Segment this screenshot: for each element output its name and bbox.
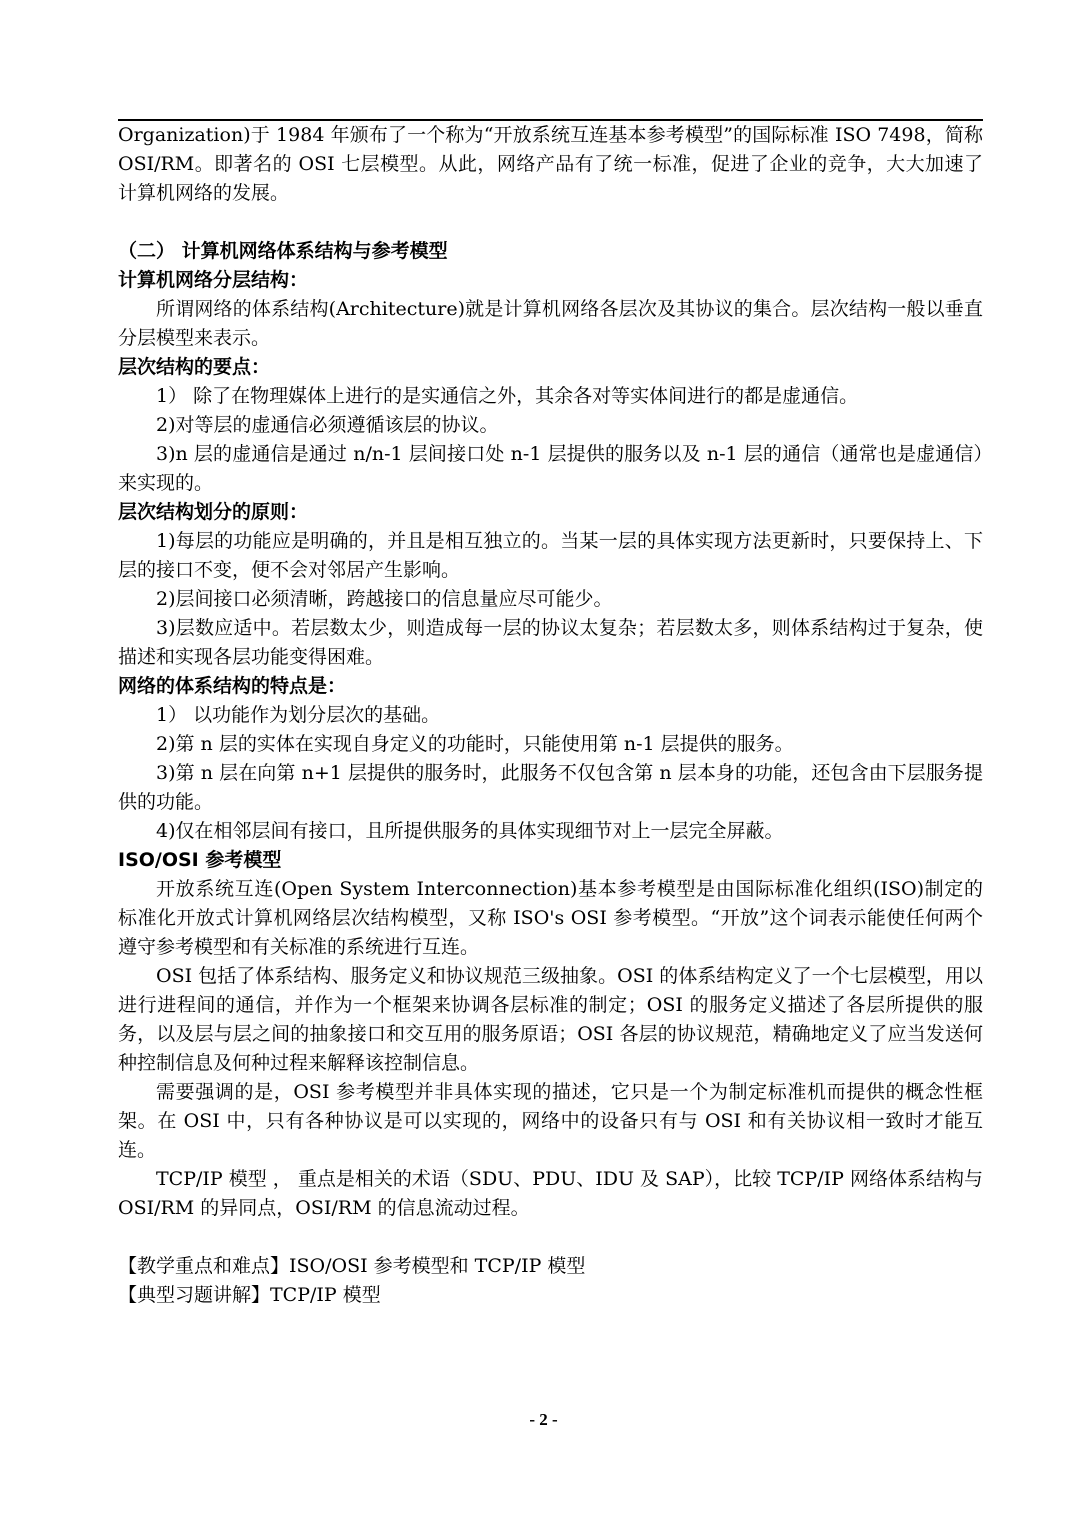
point-item: 1） 除了在物理媒体上进行的是实通信之外，其余各对等实体间进行的都是虚通信。 bbox=[156, 385, 859, 407]
heading-osi-model: ISO/OSI 参考模型 bbox=[118, 849, 282, 871]
feature-item: 4)仅在相邻层间有接口，且所提供服务的具体实现细节对上一层完全屏蔽。 bbox=[156, 820, 784, 842]
architecture-paragraph: 所谓网络的体系结构(Architecture)就是计算机网络各层次及其协议的集合。层次结构一般以垂直分层模型来表示。 bbox=[118, 298, 983, 349]
feature-item: 3)第 n 层在向第 n+1 层提供的服务时，此服务不仅包含第 n 层本身的功能，还包含由下层服务提供的功能。 bbox=[118, 762, 983, 813]
page-number: - 2 - bbox=[529, 1410, 558, 1429]
heading-key-points: 层次结构的要点： bbox=[118, 356, 271, 378]
point-item: 2)对等层的虚通信必须遵循该层的协议。 bbox=[156, 414, 499, 436]
principle-item: 1)每层的功能应是明确的，并且是相互独立的。当某一层的具体实现方法更新时，只要保持上、下层的接口不变，便不会对邻居产生影响。 bbox=[118, 530, 983, 581]
page-body bbox=[118, 121, 983, 1310]
osi-paragraph: 开放系统互连(Open System Interconnection)基本参考模型是由国际标准化组织(ISO)制定的标准化开放式计算机网络层次结构模型，又称 ISO's OSI 参考模型。“开放”这个词表示能使任何两个遵守参考模型和有关标准的系统进行互连。 bbox=[118, 878, 983, 958]
point-item: 3)n 层的虚通信是通过 n/n-1 层间接口处 n-1 层提供的服务以及 n-1 层的通信（通常也是虚通信）来实现的。 bbox=[118, 443, 983, 494]
spacer bbox=[118, 208, 983, 237]
typical-exercise: 【典型习题讲解】TCP/IP 模型 bbox=[118, 1284, 381, 1306]
section-title: （二） 计算机网络体系结构与参考模型 bbox=[118, 240, 448, 262]
heading-layered-structure: 计算机网络分层结构： bbox=[118, 269, 309, 291]
principle-item: 2)层间接口必须清晰，跨越接口的信息量应尽可能少。 bbox=[156, 588, 613, 610]
spacer bbox=[118, 1223, 983, 1252]
feature-item: 2)第 n 层的实体在实现自身定义的功能时，只能使用第 n-1 层提供的服务。 bbox=[156, 733, 794, 755]
feature-item: 1） 以功能作为划分层次的基础。 bbox=[156, 704, 441, 726]
osi-paragraph: 需要强调的是，OSI 参考模型并非具体实现的描述，它只是一个为制定标准机而提供的概念性框架。在 OSI 中，只有各种协议是可以实现的，网络中的设备只有与 OSI 和有关协议相一致时才能互连。 bbox=[118, 1081, 983, 1161]
osi-paragraph: OSI 包括了体系结构、服务定义和协议规范三级抽象。OSI 的体系结构定义了一个七层模型，用以进行进程间的通信，并作为一个框架来协调各层标准的制定；OSI 的服务定义描述了各层所提供的服务，以及层与层之间的抽象接口和交互用的服务原语；OSI 各层的协议规范，精确地定义了应当发送何种控制信息及何种过程来解释该控制信息。 bbox=[118, 965, 983, 1074]
teaching-key-points: 【教学重点和难点】ISO/OSI 参考模型和 TCP/IP 模型 bbox=[118, 1255, 586, 1277]
intro-paragraph: Organization)于 1984 年颁布了一个称为“开放系统互连基本参考模型”的国际标准 ISO 7498，简称 OSI/RM。即著名的 OSI 七层模型。从此，网络产品有了统一标准，促进了企业的竞争，大大加速了计算机网络的发展。 bbox=[118, 124, 983, 204]
heading-principles: 层次结构划分的原则： bbox=[118, 501, 309, 523]
principle-item: 3)层数应适中。若层数太少，则造成每一层的协议太复杂；若层数太多，则体系结构过于复杂，使描述和实现各层功能变得困难。 bbox=[118, 617, 983, 668]
heading-features: 网络的体系结构的特点是： bbox=[118, 675, 347, 697]
osi-paragraph: TCP/IP 模型 ， 重点是相关的术语（SDU、PDU、IDU 及 SAP），比较 TCP/IP 网络体系结构与 OSI/RM 的异同点，OSI/RM 的信息流动过程。 bbox=[118, 1168, 983, 1219]
